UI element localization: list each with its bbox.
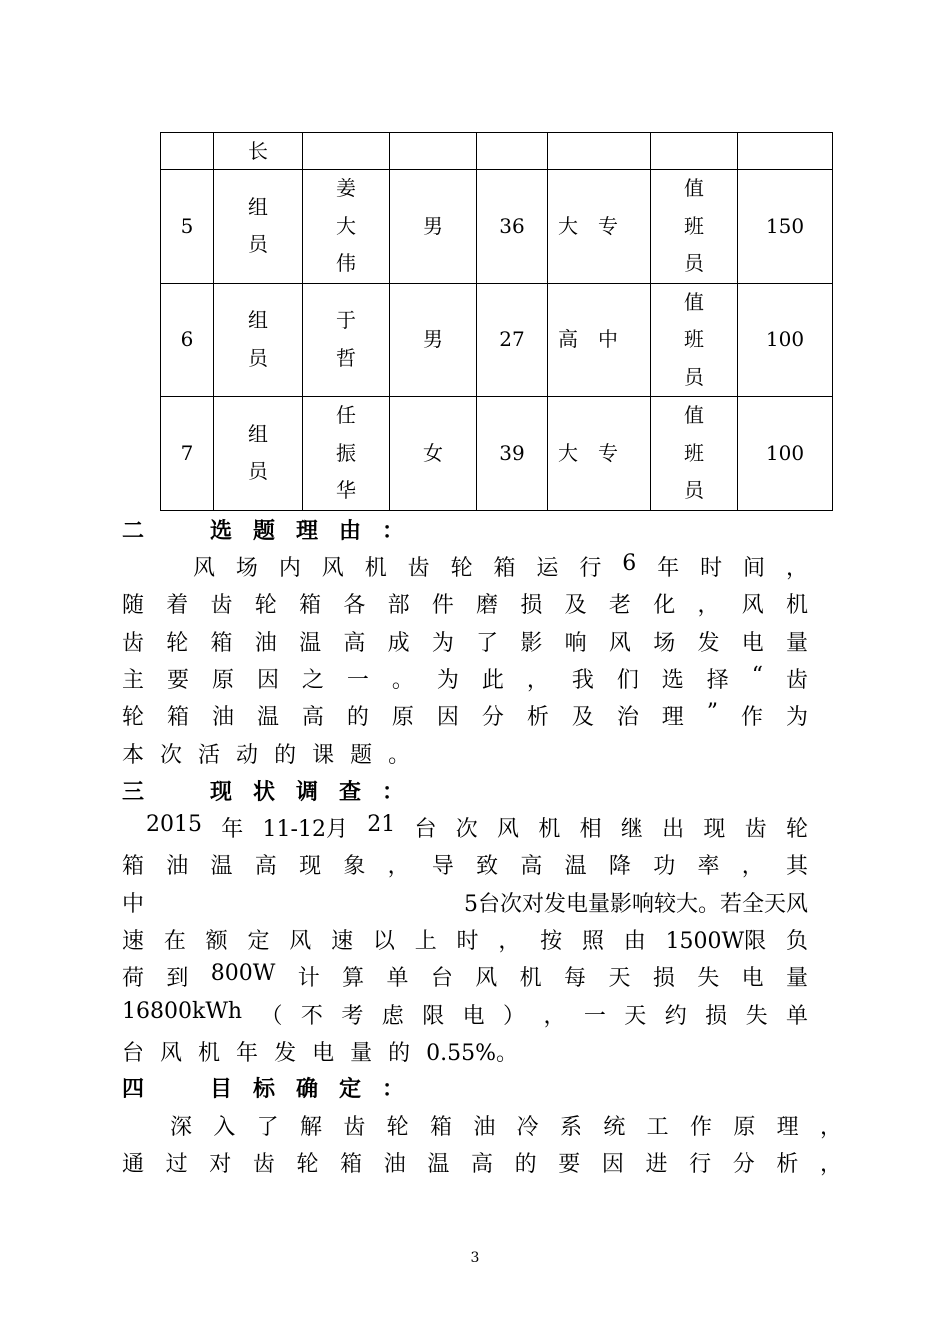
table-row bbox=[161, 133, 833, 170]
cell-gender: 女 bbox=[390, 397, 477, 511]
table-row bbox=[161, 397, 833, 511]
cell-hours: 150 bbox=[738, 170, 833, 284]
member-table bbox=[160, 132, 833, 511]
cell-age: 39 bbox=[477, 397, 548, 511]
cell-post: 值 班 员 bbox=[651, 283, 738, 397]
cell-gender: 男 bbox=[390, 170, 477, 284]
cell-gender bbox=[390, 133, 477, 170]
cell-hours bbox=[738, 133, 833, 170]
cell-role: 长 bbox=[214, 133, 303, 170]
cell-role: 组 员 bbox=[214, 283, 303, 397]
cell-no: 5 bbox=[161, 170, 214, 284]
cell-post bbox=[651, 133, 738, 170]
cell-post: 值 班 员 bbox=[651, 170, 738, 284]
cell-age: 27 bbox=[477, 283, 548, 397]
cell-no bbox=[161, 133, 214, 170]
cell-education: 大专 bbox=[548, 397, 651, 511]
cell-no: 7 bbox=[161, 397, 214, 511]
cell-education bbox=[548, 133, 651, 170]
cell-name bbox=[303, 133, 390, 170]
cell-hours: 100 bbox=[738, 283, 833, 397]
cell-age: 36 bbox=[477, 170, 548, 284]
table-row bbox=[161, 283, 833, 397]
cell-education: 高中 bbox=[548, 283, 651, 397]
cell-name: 姜 大 伟 bbox=[303, 170, 390, 284]
page-number: 3 bbox=[470, 1250, 480, 1266]
cell-name: 于 哲 bbox=[303, 283, 390, 397]
cell-role: 组 员 bbox=[214, 170, 303, 284]
table-row bbox=[161, 170, 833, 284]
cell-role: 组 员 bbox=[214, 397, 303, 511]
cell-post: 值 班 员 bbox=[651, 397, 738, 511]
cell-no: 6 bbox=[161, 283, 214, 397]
cell-hours: 100 bbox=[738, 397, 833, 511]
cell-name: 任 振 华 bbox=[303, 397, 390, 511]
cell-gender: 男 bbox=[390, 283, 477, 397]
cell-education: 大专 bbox=[548, 170, 651, 284]
cell-age bbox=[477, 133, 548, 170]
